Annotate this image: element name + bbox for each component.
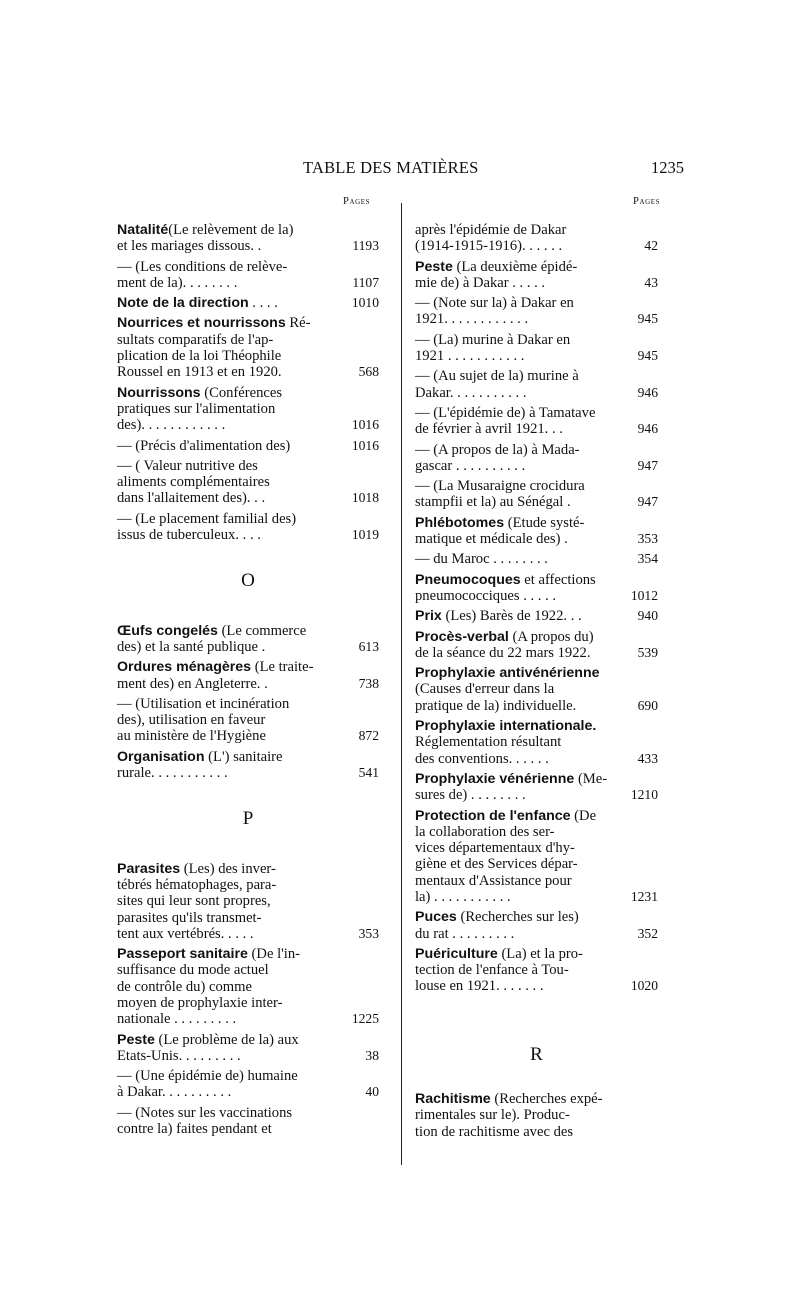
entry-text: — (Les conditions de relève- xyxy=(117,258,288,275)
entry-line xyxy=(415,368,618,384)
page-reference: 353 xyxy=(358,925,379,941)
entry-line xyxy=(117,926,333,942)
entry-line xyxy=(117,332,333,348)
entry-line xyxy=(117,696,333,712)
entry-line xyxy=(117,401,333,417)
entry-text: nationale . . . . . . . . . xyxy=(117,1011,237,1028)
entry-line xyxy=(117,511,333,527)
entry-text: — (Précis d'alimentation des) xyxy=(117,437,291,454)
entry-headword: Nourrissons xyxy=(117,384,201,401)
entry-text: la collaboration des ser- xyxy=(415,823,555,840)
page-reference: 1016 xyxy=(351,417,379,433)
pages-label-right: Pages xyxy=(633,196,661,207)
entry-line xyxy=(415,311,618,327)
entry-line xyxy=(117,527,333,543)
entry-text: moyen de prophylaxie inter- xyxy=(117,994,283,1011)
entry-text: (A propos du) xyxy=(508,628,594,645)
entry-line xyxy=(415,442,618,458)
page-reference: 613 xyxy=(358,638,379,654)
index-entry xyxy=(415,295,658,328)
entry-line xyxy=(415,458,618,474)
entry-text: — (Une épidémie de) humaine xyxy=(117,1068,298,1085)
index-entry xyxy=(415,718,658,767)
index-entry xyxy=(415,665,658,714)
entry-line xyxy=(415,787,618,803)
right-index-column xyxy=(415,222,658,1144)
entry-text: au ministère de l'Hygiène xyxy=(117,728,266,745)
entry-text: (Recherches expé- xyxy=(490,1091,603,1108)
page-reference: 568 xyxy=(358,364,379,380)
page-reference: 1010 xyxy=(351,295,379,311)
entry-text: de février à avril 1921. . . xyxy=(415,421,563,438)
entry-text: tection de l'enfance à Tou- xyxy=(415,962,569,979)
entry-line xyxy=(415,889,618,905)
page-reference: 946 xyxy=(637,421,658,437)
entry-text: plication de la loi Théophile xyxy=(117,348,282,365)
entry-text: (La) et la pro- xyxy=(497,945,583,962)
entry-line xyxy=(117,1068,333,1084)
entry-line xyxy=(117,385,333,401)
entry-text: aliments complémentaires xyxy=(117,474,270,491)
entry-line xyxy=(415,946,618,962)
entry-line xyxy=(117,893,333,909)
entry-text: (1914-1915-1916). . . . . . xyxy=(415,238,563,255)
entry-text: Etats-Unis. . . . . . . . . xyxy=(117,1047,241,1064)
index-entry xyxy=(415,1091,658,1140)
entry-text: (Le traite- xyxy=(251,659,314,676)
entry-text: — (Note sur la) à Dakar en xyxy=(415,295,574,312)
entry-text: (Etude systé- xyxy=(504,514,585,531)
entry-line xyxy=(117,712,333,728)
entry-line xyxy=(415,275,618,291)
entry-text: — (A propos de la) à Mada- xyxy=(415,441,580,458)
entry-line xyxy=(117,295,333,311)
entry-text: — (La) murine à Dakar en xyxy=(415,331,571,348)
page-reference: 1016 xyxy=(351,437,379,453)
entry-headword: Prophylaxie vénérienne xyxy=(415,770,575,787)
entry-headword: Ordures ménagères xyxy=(117,659,252,676)
entry-line xyxy=(415,332,618,348)
entry-line xyxy=(415,259,618,275)
index-entry xyxy=(415,478,658,511)
index-entry xyxy=(117,315,379,380)
section-letter: R xyxy=(530,1043,543,1065)
entry-line xyxy=(117,877,333,893)
index-entry xyxy=(415,368,658,401)
index-entry xyxy=(117,659,379,692)
entry-text: stampfii et la) au Sénégal . xyxy=(415,494,571,511)
entry-line xyxy=(415,515,618,531)
index-entry xyxy=(415,909,658,942)
page-reference: 352 xyxy=(637,925,658,941)
entry-line xyxy=(117,728,333,744)
entry-text: sultats comparatifs de l'ap- xyxy=(117,331,274,348)
entry-text: des) et la santé publique . xyxy=(117,638,266,655)
entry-line xyxy=(117,474,333,490)
entry-text: (L') sanitaire xyxy=(204,748,283,765)
entry-line xyxy=(415,926,618,942)
index-entry xyxy=(117,861,379,942)
entry-line xyxy=(117,765,333,781)
entry-line xyxy=(415,222,618,238)
entry-text: Ré- xyxy=(285,315,311,332)
entry-text: (Le relèvement de la) xyxy=(168,222,294,238)
entry-text: (La deuxième épidé- xyxy=(452,258,578,275)
entry-headword: Puériculture xyxy=(415,945,498,962)
left-index-column xyxy=(117,222,379,1141)
page-reference: 1012 xyxy=(630,587,658,603)
entry-text: tion de rachitisme avec des xyxy=(415,1123,574,1140)
entry-text: rurale. . . . . . . . . . . xyxy=(117,765,228,782)
index-entry xyxy=(415,442,658,475)
entry-line xyxy=(415,385,618,401)
entry-headword: Peste xyxy=(415,258,453,275)
entry-text: (Les) Barès de 1922. . . xyxy=(441,608,582,625)
entry-line xyxy=(415,551,618,567)
entry-line xyxy=(415,494,618,510)
entry-headword: Protection de l'enfance xyxy=(415,807,571,824)
page-reference: 539 xyxy=(637,644,658,660)
entry-text: des conventions. . . . . . xyxy=(415,750,549,767)
entry-line xyxy=(117,676,333,692)
entry-text: — (Le placement familial des) xyxy=(117,510,297,527)
entry-line xyxy=(117,1032,333,1048)
index-entry xyxy=(117,511,379,544)
entry-text: 1921. . . . . . . . . . . . xyxy=(415,311,529,328)
entry-line xyxy=(117,1011,333,1027)
index-entry xyxy=(117,259,379,292)
page-reference: 940 xyxy=(637,608,658,624)
entry-line xyxy=(415,665,618,681)
entry-text: (Conférences xyxy=(200,384,283,401)
index-entry xyxy=(117,222,379,255)
index-entry xyxy=(415,515,658,548)
entry-text: sites qui leur sont propres, xyxy=(117,893,271,910)
entry-text: Dakar. . . . . . . . . . . xyxy=(415,384,527,401)
entry-headword: Prix xyxy=(415,608,442,625)
entry-headword: Phlébotomes xyxy=(415,514,505,531)
entry-text: mentaux d'Assistance pour xyxy=(415,872,572,889)
entry-text: giène et des Services dépar- xyxy=(415,856,578,873)
entry-text: (Les) des inver- xyxy=(180,860,276,877)
page-reference: 38 xyxy=(365,1047,379,1063)
entry-text: parasites qu'ils transmet- xyxy=(117,909,262,926)
entry-text: — ( Valeur nutritive des xyxy=(117,457,258,474)
entry-line xyxy=(415,1091,618,1107)
entry-text: Roussel en 1913 et en 1920. xyxy=(117,364,282,381)
column-divider xyxy=(401,203,402,1165)
entry-line xyxy=(117,238,333,254)
entry-line xyxy=(415,909,618,925)
entry-line xyxy=(117,259,333,275)
entry-text: la) . . . . . . . . . . . xyxy=(415,888,511,905)
entry-line xyxy=(117,910,333,926)
entry-line xyxy=(415,962,618,978)
entry-text: — (La Musaraigne crocidura xyxy=(415,478,585,495)
entry-text: (De l'in- xyxy=(247,946,300,963)
entry-headword: Puces xyxy=(415,909,457,926)
page-reference: 1020 xyxy=(630,978,658,994)
entry-line xyxy=(117,979,333,995)
entry-line xyxy=(415,1124,618,1140)
page-reference: 947 xyxy=(637,494,658,510)
entry-line xyxy=(415,808,618,824)
entry-line xyxy=(415,1107,618,1123)
entry-line xyxy=(117,749,333,765)
entry-text: rimentales sur le). Produc- xyxy=(415,1107,570,1124)
entry-line xyxy=(117,315,333,331)
entry-line xyxy=(415,751,618,767)
page-reference: 43 xyxy=(644,274,658,290)
entry-text: mie de) à Dakar . . . . . xyxy=(415,274,546,291)
section-letter: O xyxy=(241,570,255,592)
page-reference: 872 xyxy=(358,728,379,744)
entry-text: de contrôle du) comme xyxy=(117,978,252,995)
entry-headword: Nourrices et nourrissons xyxy=(117,315,286,332)
page-reference: 1231 xyxy=(630,888,658,904)
entry-line xyxy=(415,531,618,547)
entry-text: et affections xyxy=(520,571,596,588)
page-reference: 1018 xyxy=(351,490,379,506)
entry-line xyxy=(117,995,333,1011)
page-reference: 1210 xyxy=(630,787,658,803)
entry-text: du rat . . . . . . . . . xyxy=(415,925,515,942)
entry-text: issus de tuberculeux. . . . xyxy=(117,527,261,544)
entry-line xyxy=(117,1105,333,1121)
page-reference: 354 xyxy=(637,551,658,567)
index-entry xyxy=(117,749,379,782)
entry-headword: Pneumocoques xyxy=(415,571,521,588)
entry-text: pratiques sur l'alimentation xyxy=(117,400,276,417)
entry-line xyxy=(117,275,333,291)
page-reference: 433 xyxy=(637,750,658,766)
index-entry xyxy=(415,259,658,292)
entry-line xyxy=(117,364,333,380)
entry-line xyxy=(415,238,618,254)
entry-line xyxy=(117,962,333,978)
entry-line xyxy=(415,698,618,714)
index-entry xyxy=(415,405,658,438)
page-reference: 690 xyxy=(637,697,658,713)
entry-headword: Organisation xyxy=(117,748,205,765)
entry-line xyxy=(415,421,618,437)
entry-headword: Rachitisme xyxy=(415,1091,491,1108)
entry-text: — (Au sujet de la) murine à xyxy=(415,368,579,385)
entry-line xyxy=(117,639,333,655)
index-entry xyxy=(117,946,379,1027)
entry-text: des), utilisation en faveur xyxy=(117,712,266,729)
index-entry xyxy=(117,623,379,656)
entry-line xyxy=(415,405,618,421)
entry-text: tent aux vertébrés. . . . . xyxy=(117,925,254,942)
entry-headword: Prophylaxie internationale. xyxy=(415,718,597,735)
page-reference: 945 xyxy=(637,311,658,327)
entry-line xyxy=(117,417,333,433)
entry-line xyxy=(415,734,618,750)
page-reference: 353 xyxy=(637,531,658,547)
entry-line xyxy=(117,1084,333,1100)
entry-text: 1921 . . . . . . . . . . . xyxy=(415,348,525,365)
entry-text: ment de la). . . . . . . . xyxy=(117,274,238,291)
entry-text: (Me- xyxy=(574,770,608,787)
index-entry xyxy=(117,1032,379,1065)
entry-line xyxy=(415,978,618,994)
entry-headword: Procès-verbal xyxy=(415,628,509,645)
entry-text: — (Utilisation et incinération xyxy=(117,695,290,712)
index-entry xyxy=(415,771,658,804)
entry-line xyxy=(117,222,333,238)
index-entry xyxy=(415,629,658,662)
index-entry xyxy=(117,385,379,434)
entry-line xyxy=(117,348,333,364)
entry-text: (Le commerce xyxy=(217,622,307,639)
index-entry xyxy=(117,295,379,311)
entry-text: vices départementaux d'hy- xyxy=(415,840,575,857)
entry-text: pneumococciques . . . . . xyxy=(415,587,557,604)
entry-text: dans l'allaitement des). . . xyxy=(117,490,266,507)
entry-headword: Parasites xyxy=(117,860,181,877)
page-reference: 1107 xyxy=(352,274,379,290)
page-reference: 945 xyxy=(637,348,658,364)
entry-headword: Peste xyxy=(117,1031,155,1048)
index-entry xyxy=(117,1105,379,1138)
page-reference: 42 xyxy=(644,238,658,254)
index-entry xyxy=(117,458,379,507)
entry-text: pratique de la) individuelle. xyxy=(415,697,577,714)
entry-line xyxy=(415,348,618,364)
index-entry xyxy=(117,1068,379,1101)
page-reference: 1019 xyxy=(351,527,379,543)
entry-line xyxy=(117,623,333,639)
entry-line xyxy=(415,681,618,697)
entry-text: (De xyxy=(570,807,597,824)
index-entry xyxy=(415,222,658,255)
pages-label-left: Pages xyxy=(343,196,371,207)
page-number: 1235 xyxy=(651,158,684,177)
entry-line xyxy=(415,873,618,889)
entry-line xyxy=(117,659,333,675)
index-entry xyxy=(117,696,379,745)
entry-text: . . . . xyxy=(248,295,278,312)
entry-text: — du Maroc . . . . . . . . xyxy=(415,551,548,568)
entry-line xyxy=(117,458,333,474)
entry-line xyxy=(415,629,618,645)
entry-text: sures de) . . . . . . . . xyxy=(415,787,526,804)
entry-line xyxy=(415,588,618,604)
entry-line xyxy=(415,718,618,734)
entry-text: gascar . . . . . . . . . . xyxy=(415,457,526,474)
entry-text: tébrés hématophages, para- xyxy=(117,876,277,893)
entry-line xyxy=(415,771,618,787)
index-entry xyxy=(415,572,658,605)
entry-line xyxy=(415,645,618,661)
entry-headword: Prophylaxie antivénérienne xyxy=(415,665,600,682)
entry-headword: Note de la direction xyxy=(117,295,249,312)
index-entry xyxy=(415,332,658,365)
entry-headword: Œufs congelés xyxy=(117,622,218,639)
index-entry xyxy=(415,608,658,624)
entry-text: des). . . . . . . . . . . . xyxy=(117,417,226,434)
entry-line xyxy=(117,438,333,454)
page-reference: 1193 xyxy=(352,238,379,254)
entry-headword: Passeport sanitaire xyxy=(117,946,248,963)
entry-line xyxy=(415,295,618,311)
index-entry xyxy=(415,808,658,906)
page-reference: 1225 xyxy=(351,1011,379,1027)
entry-line xyxy=(415,824,618,840)
page-header xyxy=(0,158,800,180)
page-title: TABLE DES MATIÈRES xyxy=(303,158,479,177)
entry-line xyxy=(117,490,333,506)
entry-line xyxy=(415,478,618,494)
entry-line xyxy=(415,572,618,588)
entry-text: de la séance du 22 mars 1922. xyxy=(415,644,591,661)
index-entry xyxy=(117,438,379,454)
entry-text: contre la) faites pendant et xyxy=(117,1121,272,1138)
entry-text: louse en 1921. . . . . . . xyxy=(415,978,544,995)
section-letter: P xyxy=(242,808,254,830)
entry-line xyxy=(415,856,618,872)
page-reference: 40 xyxy=(365,1084,379,1100)
entry-text: suffisance du mode actuel xyxy=(117,962,269,979)
entry-line xyxy=(117,1121,333,1137)
entry-line xyxy=(117,946,333,962)
entry-text: Réglementation résultant xyxy=(415,734,562,751)
entry-text: à Dakar. . . . . . . . . . xyxy=(117,1084,232,1101)
entry-line xyxy=(415,840,618,856)
entry-text: et les mariages dissous. . xyxy=(117,238,262,255)
entry-line xyxy=(117,861,333,877)
page-reference: 738 xyxy=(358,675,379,691)
entry-text: (Le problème de la) aux xyxy=(154,1031,299,1048)
entry-text: (Causes d'erreur dans la xyxy=(415,681,555,698)
page-reference: 946 xyxy=(637,384,658,400)
entry-line xyxy=(415,608,618,624)
entry-text: (Recherches sur les) xyxy=(456,909,579,926)
index-entry xyxy=(415,551,658,567)
entry-text: après l'épidémie de Dakar xyxy=(415,222,567,238)
entry-text: — (L'épidémie de) à Tamatave xyxy=(415,404,596,421)
entry-line xyxy=(117,1048,333,1064)
page-reference: 947 xyxy=(637,457,658,473)
entry-text: matique et médicale des) . xyxy=(415,531,568,548)
entry-headword: Natalité xyxy=(117,222,169,238)
entry-text: — (Notes sur les vaccinations xyxy=(117,1104,293,1121)
entry-text: ment des) en Angleterre. . xyxy=(117,675,268,692)
index-entry xyxy=(415,946,658,995)
page-reference: 541 xyxy=(358,765,379,781)
